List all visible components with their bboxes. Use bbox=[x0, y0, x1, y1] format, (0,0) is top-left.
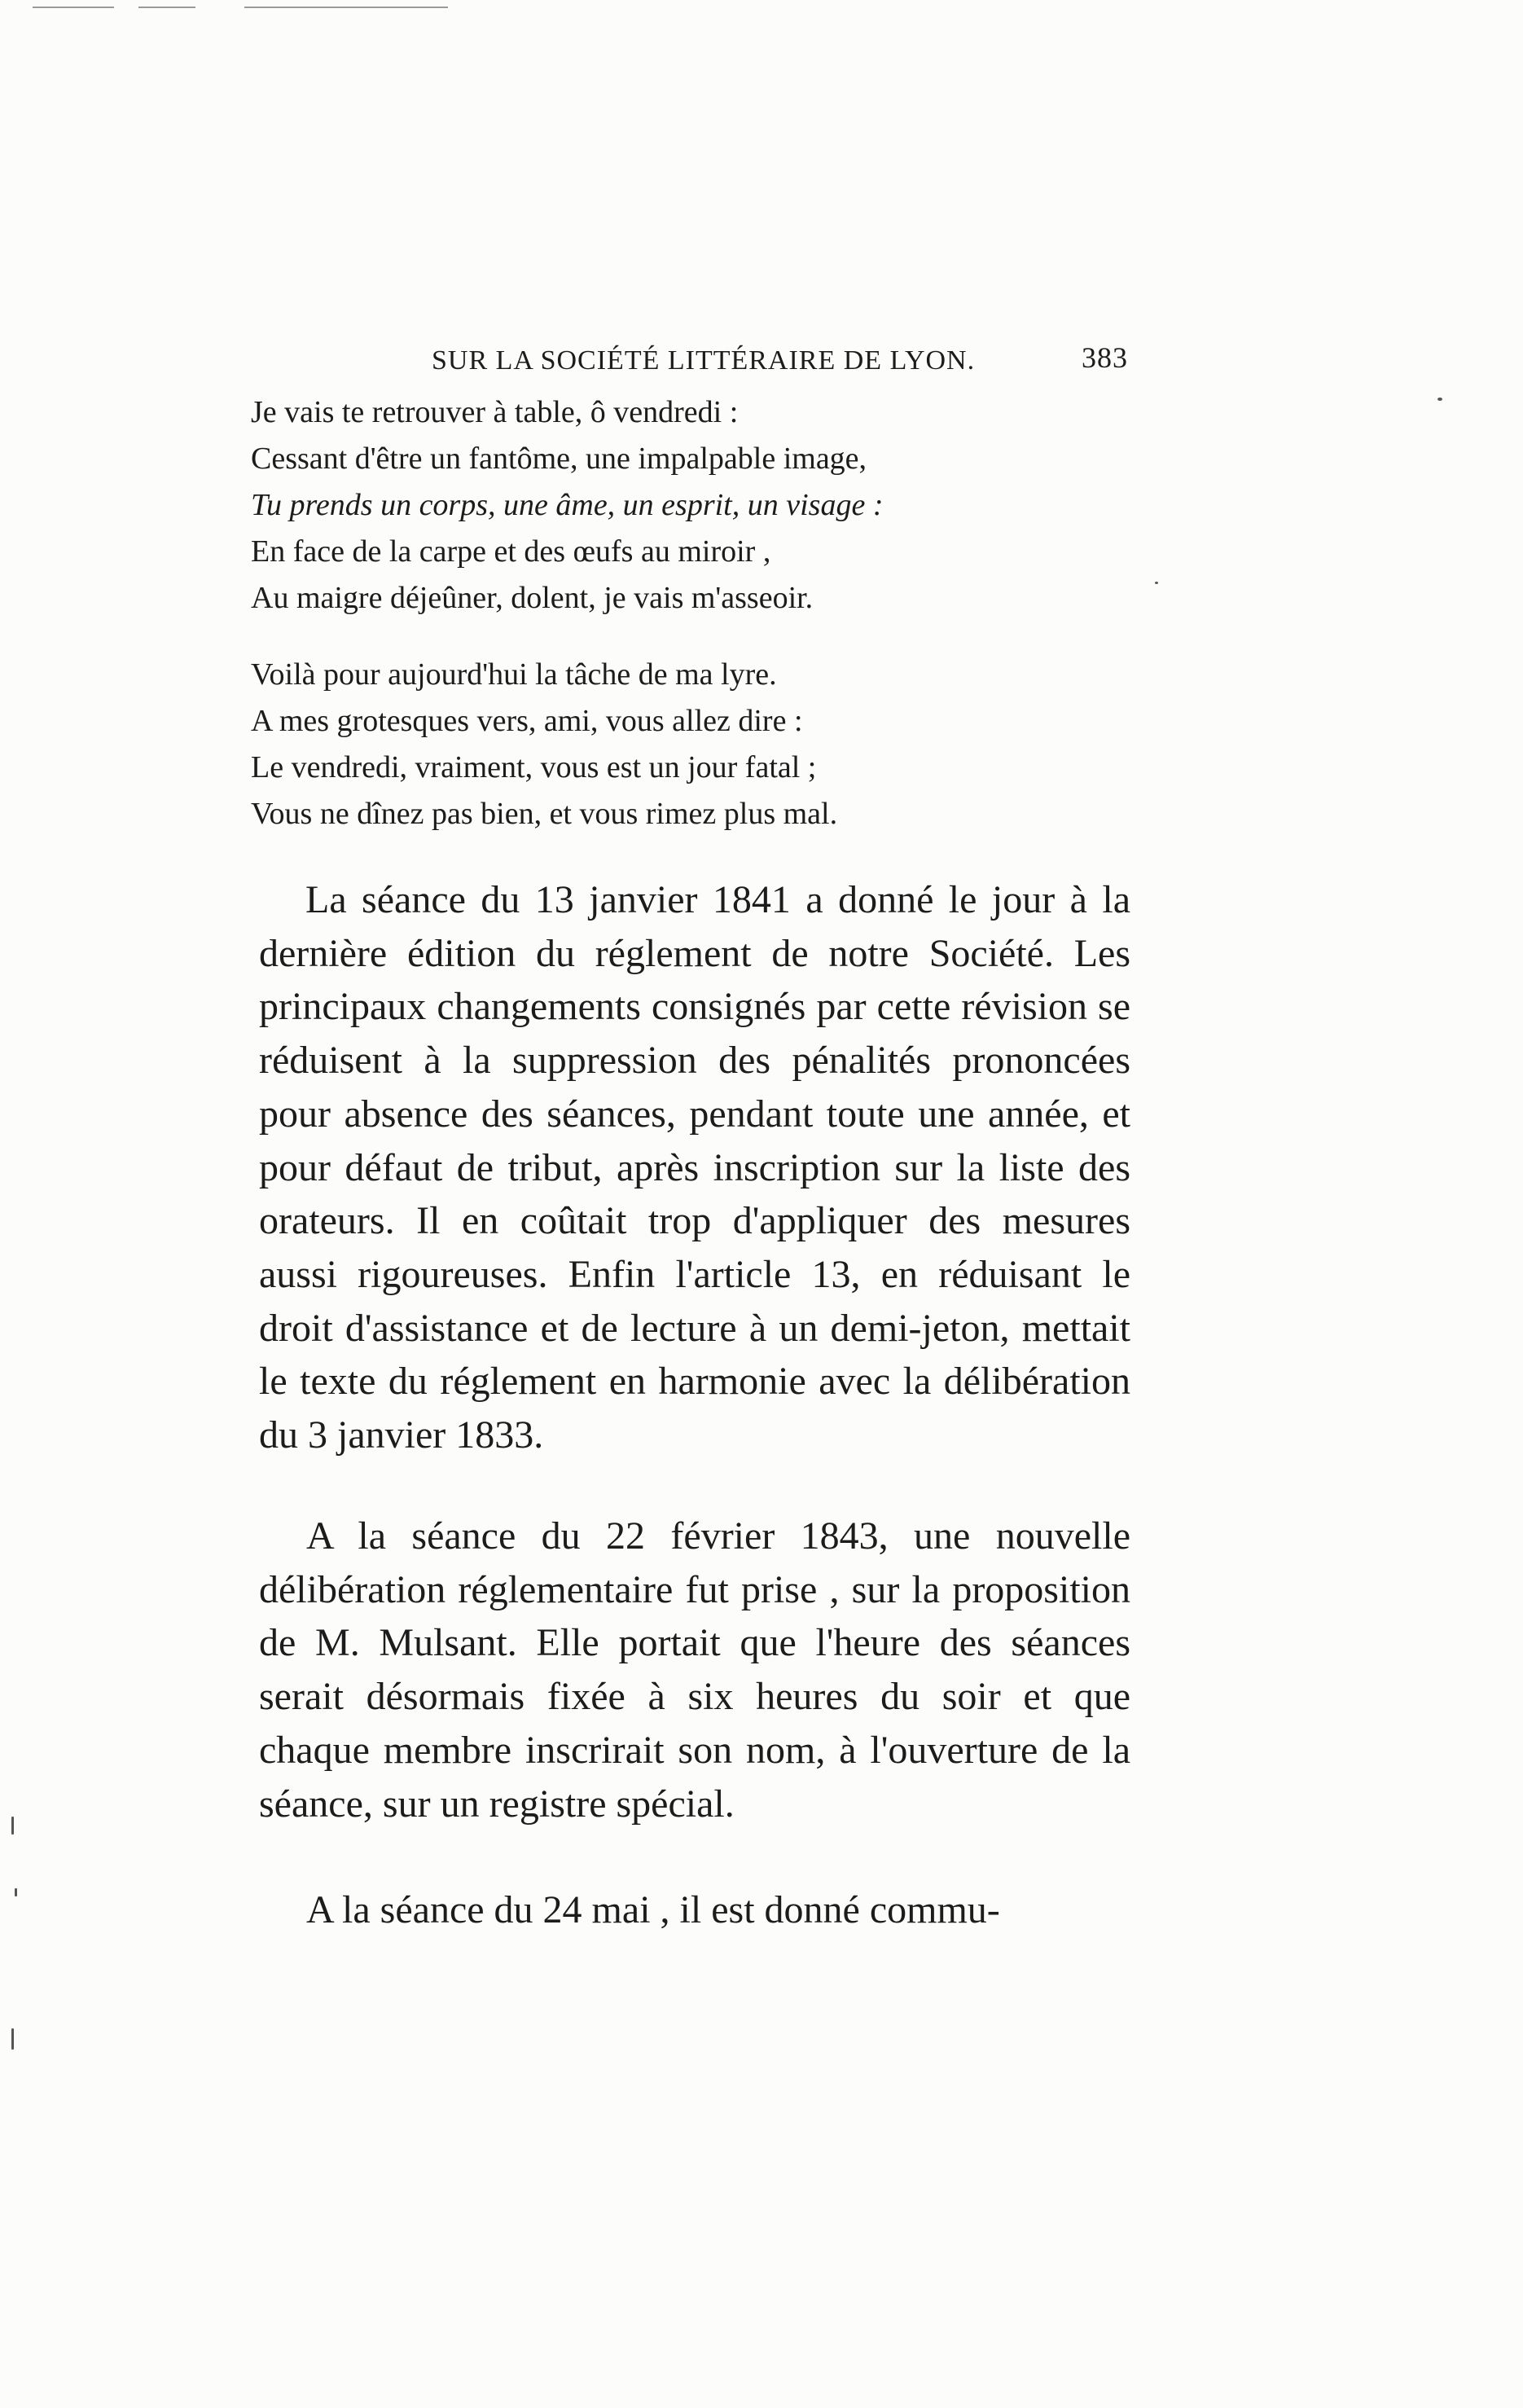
scan-speck bbox=[11, 2028, 14, 2050]
prose-paragraph-3 bbox=[259, 1883, 1130, 1937]
scan-speck bbox=[11, 1817, 14, 1835]
scan-edge-line bbox=[138, 7, 195, 8]
verse-line: Cessant d'être un fantôme, une impalpable image, bbox=[251, 442, 867, 476]
paragraph-text: A la séance du 22 février 1843, une nouvelle délibération réglementaire fut prise , sur la proposition de M. Mulsant. Elle portait que l'heure des séances serait désormais fixée à six heures du soir et que chaque membre inscrirait son nom, à l'ouverture de la séance, sur un registre spécial. bbox=[259, 1514, 1130, 1826]
prose-paragraph-2 bbox=[259, 1509, 1130, 1830]
scan-speck bbox=[15, 1888, 17, 1896]
running-title: SUR LA SOCIÉTÉ LITTÉRAIRE DE LYON. bbox=[432, 345, 976, 376]
page-number: 383 bbox=[1082, 341, 1128, 374]
verse-line: A mes grotesques vers, ami, vous allez dire : bbox=[251, 704, 803, 738]
verse-line: Le vendredi, vraiment, vous est un jour fatal ; bbox=[251, 750, 817, 784]
verse-line: Tu prends un corps, une âme, un esprit, un visage : bbox=[251, 488, 884, 522]
verse-line: Au maigre déjeûner, dolent, je vais m'asseoir. bbox=[251, 581, 814, 615]
verse-line: Je vais te retrouver à table, ô vendredi : bbox=[251, 395, 739, 429]
prose-paragraph-1 bbox=[259, 873, 1130, 1462]
paragraph-text: A la séance du 24 mai , il est donné commu- bbox=[306, 1888, 1000, 1931]
scan-speck bbox=[1155, 582, 1158, 584]
verse-stanza-2 bbox=[251, 652, 1130, 837]
verse-stanza-1 bbox=[251, 389, 1130, 622]
paragraph-text: La séance du 13 janvier 1841 a donné le jour à la dernière édition du réglement de notre Société. Les principaux changements consignés par cette révision se réduisent à la suppression des pénalités prononcées pour absence des séances, pendant toute une année, et pour défaut de tribut, après inscription sur la liste des orateurs. Il en coûtait trop d'appliquer des mesures aussi rigoureuses. Enfin l'article 13, en réduisant le droit d'assistance et de lecture à un demi-jeton, mettait le texte du réglement en harmonie avec la délibération du 3 janvier 1833. bbox=[259, 878, 1130, 1457]
scan-speck bbox=[1437, 398, 1442, 401]
scan-edge-line bbox=[33, 7, 114, 8]
verse-line: Vous ne dînez pas bien, et vous rimez plus mal. bbox=[251, 797, 838, 831]
scan-edge-line bbox=[244, 7, 448, 8]
verse-line: Voilà pour aujourd'hui la tâche de ma lyre. bbox=[251, 657, 777, 692]
verse-line: En face de la carpe et des œufs au miroir , bbox=[251, 534, 771, 569]
